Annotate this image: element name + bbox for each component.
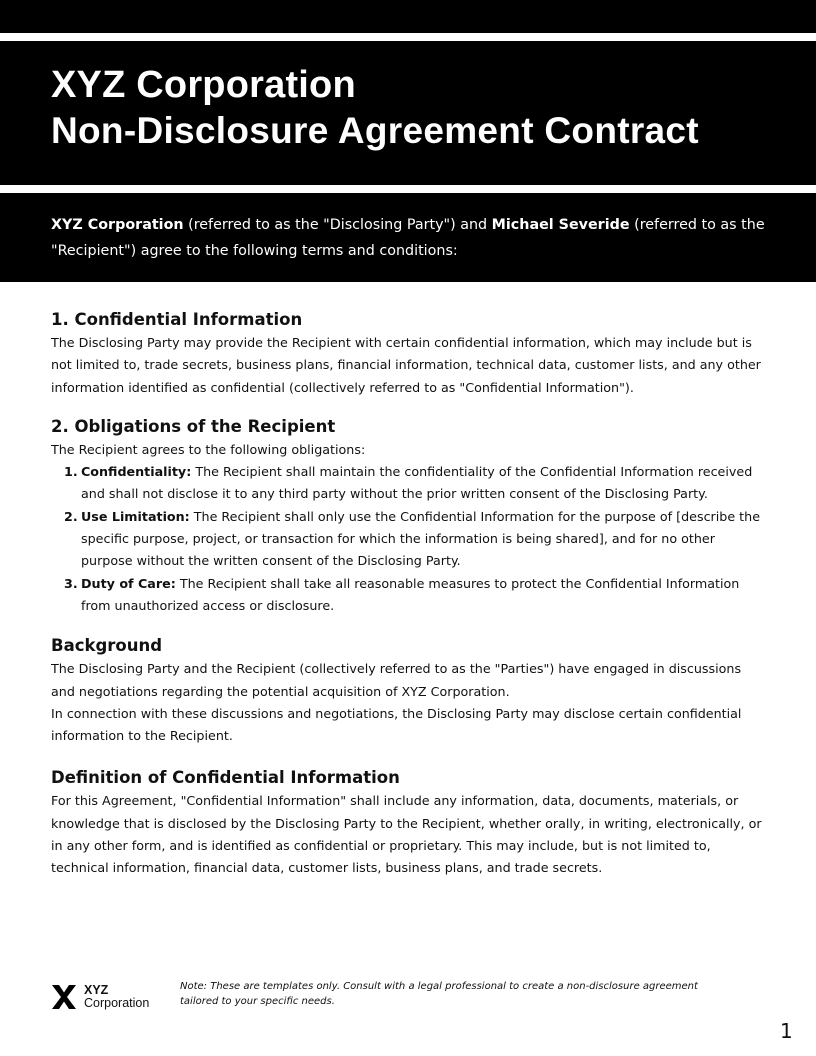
company-logo: [51, 983, 161, 1015]
list-number: 3.: [64, 575, 78, 591]
section-obligations: [51, 415, 763, 617]
obligations-list: [51, 461, 763, 617]
section-background: [51, 634, 763, 747]
section-body: For this Agreement, "Confidential Information" shall include any information, data, documents, materials, or knowledge that is disclosed by the Disclosing Party to the Recipient, whether orally, in writing, electronically, or in any other form, and is identified as confidential or proprietary. This may include, but is not limited to, technical information, financial data, customer lists, business plans, and trade secrets.: [51, 793, 762, 876]
list-item: [51, 573, 763, 618]
disclosing-party-name: XYZ Corporation: [51, 217, 184, 233]
document-title: Non-Disclosure Agreement Contract: [51, 110, 699, 151]
logo-text-line-2: Corporation: [84, 996, 150, 1010]
section-title: 2. Obligations of the Recipient: [51, 416, 336, 436]
x-logo-icon: [51, 984, 77, 1010]
page-number: 1: [780, 1019, 793, 1043]
recipient-name: Michael Severide: [491, 217, 630, 233]
company-title: XYZ Corporation: [51, 64, 356, 106]
section-title: 1. Confidential Information: [51, 310, 303, 329]
list-number: 1.: [64, 464, 78, 480]
section-confidential-information: [51, 308, 763, 399]
section-body: The Disclosing Party may provide the Recipient with certain confidential information, which may include but is not limited to, trade secrets, business plans, financial information, technical data, customer lists, and any other information identified as confidential (collectively referred to as "Confidential Information").: [51, 335, 761, 395]
background-paragraph-1: The Disclosing Party and the Recipient (collectively referred to as the "Parties") have engaged in discussions and negotiations regarding the potential acquisition of XYZ Corporation.: [51, 661, 742, 699]
list-item: [51, 461, 763, 506]
list-number: 2.: [64, 508, 78, 524]
section-title: Background: [51, 636, 163, 656]
list-text: The Recipient shall only use the Confidential Information for the purpose of [describe the specific purpose, project, or transaction for which the information is being shared], and for no other purpose without the written consent of the Disclosing Party.: [81, 508, 761, 569]
document-body: [51, 308, 763, 880]
background-paragraph-2: In connection with these discussions and negotiations, the Disclosing Party may disclose certain confidential information to the Recipient.: [51, 705, 742, 744]
list-text: The Recipient shall maintain the confidentiality of the Confidential Information received and shall not disclose it to any third party without the prior written consent of the Disclosing Party.: [81, 464, 753, 502]
obligations-lead: The Recipient agrees to the following obligations:: [51, 441, 366, 457]
footer-note: Note: These are templates only. Consult with a legal professional to create a non-disclosure agreement tailored to your specific needs.: [180, 981, 698, 1007]
section-title: Definition of Confidential Information: [51, 768, 400, 788]
header-divider-line: [0, 33, 816, 41]
list-term: Use Limitation:: [81, 508, 190, 524]
intro-text-1: (referred to as the "Disclosing Party") and: [183, 217, 492, 233]
section-definition: [51, 766, 763, 879]
logo-text-line-1: XYZ: [84, 983, 109, 997]
intro-text-2: (referred to as the "Recipient") agree to the following terms and conditions:: [51, 217, 765, 259]
intro-paragraph: [51, 212, 771, 264]
top-black-band: [0, 0, 816, 33]
list-term: Duty of Care:: [81, 575, 176, 591]
list-text: The Recipient shall take all reasonable measures to protect the Confidential Information from unauthorized access or disclosure.: [81, 575, 740, 613]
title-divider-line: [0, 185, 816, 193]
list-term: Confidentiality:: [81, 464, 192, 480]
list-item: [51, 506, 763, 573]
